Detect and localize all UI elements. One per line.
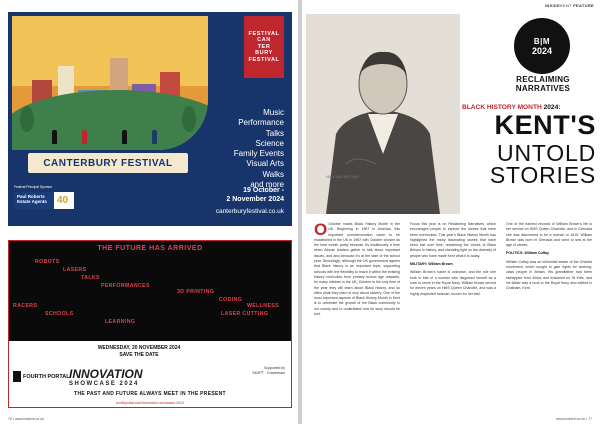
festival-events-list: Music Performance Talks Science Family Events Visual Arts Walks and more [233, 108, 284, 190]
article-kicker: BLACK HISTORY MONTH 2024: [462, 104, 561, 111]
article-title: KENT'S [494, 110, 596, 140]
article-subtitle: UNTOLD STORIES [489, 140, 596, 188]
left-page-footer: 76 • www.inskent.co.uk [8, 417, 44, 421]
drop-cap: O [314, 220, 328, 239]
festival-dates: 19 October - 2 November 2024 [226, 187, 284, 203]
portal-icon [13, 371, 21, 382]
article-column-3: One of the earliest records of William Brown's life is her service on HMS Queen Charlotte, and in Grenada she was discovered to be a woman in 1815. William Brown was born in Grenada and went to sea at the age of eleven. POLITICS: William Cuffay William Cuffay was an influential leader of the Chartist movement, which sought to gain rights for working-class people in Britain. His grandfather had been kidnapped from Africa and enslaved on St Kitts, and his father was a cook in the Royal Navy who settled in Chatham, Kent. [506, 222, 592, 291]
portrait-caption: WILLIAM BROWN [326, 174, 359, 179]
festival-url[interactable]: canterburyfestival.co.uk [215, 208, 284, 215]
festival-illustration [12, 16, 208, 150]
future-ad-title: THE FUTURE HAS ARRIVED [97, 245, 203, 252]
showcase-url[interactable]: fourthportal.com/innovation-showcase-2024 [116, 401, 184, 405]
reclaiming-narratives-label: RECLAIMING NARRATIVES [515, 75, 571, 93]
showcase-tagline: THE PAST AND FUTURE ALWAYS MEET IN THE PRESENT [74, 391, 226, 397]
canterbury-festival-ad[interactable] [8, 12, 292, 226]
festival-logo: FESTIVAL CAN TER BURY FESTIVAL [244, 16, 284, 78]
festival-name-banner: CANTERBURY FESTIVAL [28, 153, 188, 173]
left-page [0, 0, 298, 424]
section-header: INSIDEKENT FEATURE [544, 3, 594, 8]
section-subheading: MILITARY: William Brown [410, 262, 453, 267]
fourth-portal-logo: FOURTH PORTAL [13, 371, 70, 382]
future-ad-banner: THE FUTURE HAS ARRIVED ROBOTS LASERS TALKS PERFORMANCES 3D PRINTING CODING WELLNESS RACERS LASER CUTTING SCHOOLS LEARNING [9, 241, 291, 341]
innovation-showcase-ad[interactable] [8, 240, 292, 408]
section-subheading: POLITICS: William Cuffay [506, 251, 549, 256]
showcase-date: WEDNESDAY, 20 NOVEMBER 2024 SAVE THE DATE [97, 345, 181, 358]
william-brown-portrait [306, 14, 460, 214]
right-page [302, 0, 600, 424]
sponsor-caption: Festival Principal Sponsor [14, 185, 53, 189]
bhm-2024-badge: B|M 2024 [514, 18, 570, 74]
article-column-2: Focus this year is on Reclaiming Narratives, which encourages people to explore the stories that have been overlooked. This year's Black History Month has highlighted the many fascinating stories that have been lost over time, reclaiming the voices of Black Britons in history, and shedding light on the diversity of people who have made Kent what it is today. MILITARY: William Brown William Brown's name is unknown, and the role she took is that of a woman who disguised herself as a man to serve in the Royal Navy. William Brown served for eleven years on HMS Queen Charlotte, and was a highly respected seaman, known for her skill. [410, 222, 496, 296]
article-body [314, 222, 592, 412]
article-column-1: O October marks Black History Month in the UK. Beginning in 1987 in America, this important commemoration came to be established in the UK in 1987 with October chosen as the best month partly because it's traditionally a time when African leaders gather to talk about important issues, and also because it's at the start of the school year. Shockingly, although the UK government agrees that Black history is an important topic, supporting schools with the flexibility to teach it within the existing history curriculum from primary school age onwards, for many children in the UK, October is the only time of the year they will learn about Black history, and so often what they learn is only about slavery. One of the most important aspects of Black History Month in Kent is to celebrate the growth of the Black community in our county and to understand how its story should be told. [314, 220, 400, 317]
sponsor-logo: Paul Roberts Estate Agents 40 [14, 192, 74, 209]
supporters: Supported by SKSPT · Gravesham [252, 366, 285, 375]
right-page-footer: www.inskent.co.uk • 77 [556, 417, 592, 421]
innovation-showcase-logo: INNOVATION SHOWCASE 2024 [69, 367, 143, 387]
